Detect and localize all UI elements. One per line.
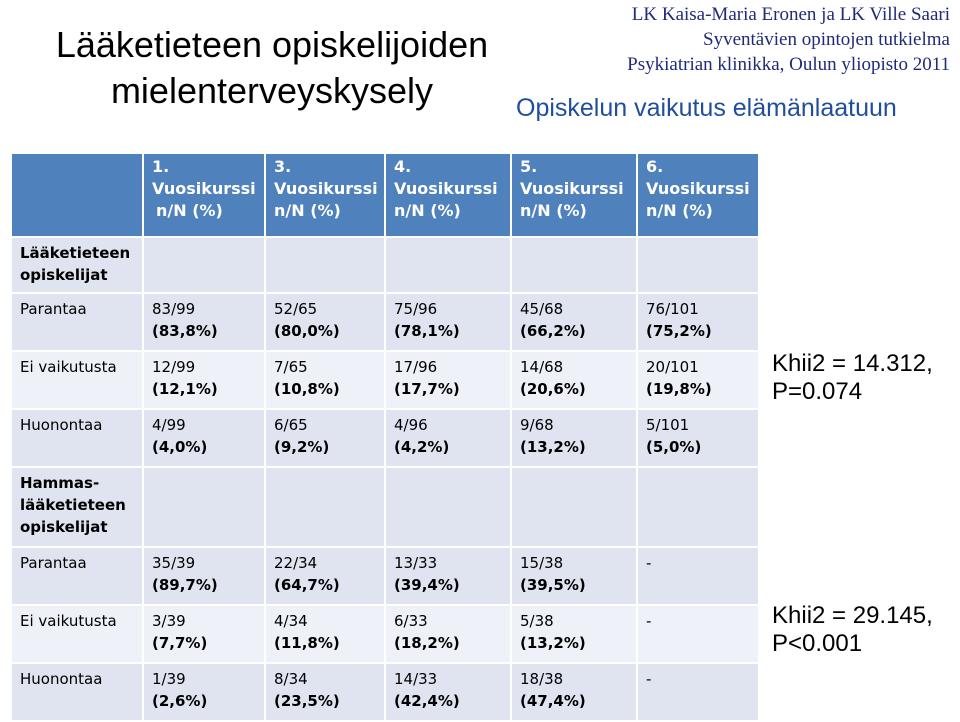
count-value: 17/96: [394, 358, 438, 376]
percent-value: (7,7%): [152, 634, 208, 652]
chi-square-value: Khii2 = 29.145,: [772, 602, 933, 629]
count-value: 5/101: [646, 416, 690, 434]
row-label: Huonontaa: [12, 410, 142, 466]
empty-cell: [512, 238, 636, 292]
percent-value: (13,2%): [520, 634, 586, 652]
row-label: Huonontaa: [12, 664, 142, 720]
section-label: [12, 468, 142, 546]
data-cell: [266, 548, 384, 604]
count-value: 8/34: [274, 670, 308, 688]
results-table: [10, 152, 760, 722]
empty-cell: [512, 468, 636, 546]
percent-value: (47,4%): [520, 692, 586, 710]
slide-title: [12, 22, 532, 114]
header-cell-year-1: [144, 154, 264, 236]
table-row: [12, 548, 758, 604]
header-year-label: Vuosikurssi: [646, 179, 750, 198]
header-year-label: Vuosikurssi: [394, 179, 498, 198]
count-value: 7/65: [274, 358, 308, 376]
header-cell-year-5: [512, 154, 636, 236]
section-header-row: [12, 238, 758, 292]
data-cell: [512, 548, 636, 604]
section-label-line: Hammas-: [20, 474, 100, 492]
data-cell: [386, 352, 510, 408]
count-value: 18/38: [520, 670, 564, 688]
header-year-label: Vuosikurssi: [152, 179, 256, 198]
header-cell-year-6: [638, 154, 758, 236]
count-value: -: [646, 670, 652, 688]
row-label: Parantaa: [12, 294, 142, 350]
chi-square-result-medical: [772, 350, 933, 406]
data-cell: [512, 606, 636, 662]
header-unit: n/N (%): [520, 201, 587, 220]
count-value: 76/101: [646, 300, 699, 318]
section-label-line: opiskelijat: [20, 518, 108, 536]
empty-cell: [266, 238, 384, 292]
percent-value: (39,4%): [394, 576, 460, 594]
data-cell: [386, 294, 510, 350]
percent-value: (18,2%): [394, 634, 460, 652]
section-label-line: lääketieteen: [20, 496, 126, 514]
title-line-1: Lääketieteen opiskelijoiden: [55, 24, 489, 65]
count-value: -: [646, 554, 652, 572]
row-label: Ei vaikutusta: [12, 606, 142, 662]
table-row: [12, 410, 758, 466]
header-year-number: 1.: [152, 157, 170, 176]
p-value: P=0.074: [772, 378, 863, 405]
count-value: 6/65: [274, 416, 308, 434]
percent-value: (23,5%): [274, 692, 340, 710]
p-value: P<0.001: [772, 630, 863, 657]
header-cell-year-4: [386, 154, 510, 236]
authors-line-3: Psykiatrian klinikka, Oulun yliopisto 2011: [627, 54, 950, 75]
data-cell: [266, 410, 384, 466]
data-cell: [266, 606, 384, 662]
chi-square-value: Khii2 = 14.312,: [772, 350, 933, 377]
count-value: 6/33: [394, 612, 428, 630]
data-cell: [144, 606, 264, 662]
data-cell: [512, 294, 636, 350]
authors-block: [627, 2, 950, 77]
percent-value: (89,7%): [152, 576, 218, 594]
count-value: 13/33: [394, 554, 438, 572]
section-header-row: [12, 468, 758, 546]
results-table-container: [10, 152, 754, 718]
data-cell: [638, 664, 758, 720]
count-value: 4/96: [394, 416, 428, 434]
header-year-label: Vuosikurssi: [274, 179, 378, 198]
percent-value: (19,8%): [646, 380, 712, 398]
section-label-line: opiskelijat: [20, 266, 108, 284]
count-value: 4/34: [274, 612, 308, 630]
header-year-number: 6.: [646, 157, 664, 176]
data-cell: [144, 548, 264, 604]
percent-value: (4,2%): [394, 438, 450, 456]
count-value: 5/38: [520, 612, 554, 630]
count-value: 52/65: [274, 300, 318, 318]
header-year-number: 4.: [394, 157, 412, 176]
table-row: [12, 664, 758, 720]
empty-cell: [638, 238, 758, 292]
percent-value: (80,0%): [274, 322, 340, 340]
header-year-number: 5.: [520, 157, 538, 176]
data-cell: [144, 410, 264, 466]
count-value: 12/99: [152, 358, 196, 376]
data-cell: [266, 352, 384, 408]
row-label: Parantaa: [12, 548, 142, 604]
section-label: [12, 238, 142, 292]
data-cell: [386, 606, 510, 662]
data-cell: [638, 606, 758, 662]
percent-value: (17,7%): [394, 380, 460, 398]
data-cell: [638, 352, 758, 408]
data-cell: [144, 352, 264, 408]
count-value: 20/101: [646, 358, 699, 376]
header-unit: n/N (%): [274, 201, 341, 220]
table-row: [12, 606, 758, 662]
table-row: [12, 294, 758, 350]
data-cell: [266, 664, 384, 720]
section-label-line: Lääketieteen: [20, 244, 131, 262]
count-value: 15/38: [520, 554, 564, 572]
empty-cell: [386, 238, 510, 292]
count-value: 14/68: [520, 358, 564, 376]
title-line-2: mielenterveyskysely: [110, 70, 434, 111]
percent-value: (20,6%): [520, 380, 586, 398]
percent-value: (2,6%): [152, 692, 208, 710]
count-value: 14/33: [394, 670, 438, 688]
percent-value: (83,8%): [152, 322, 218, 340]
header-row: [12, 154, 758, 236]
percent-value: (13,2%): [520, 438, 586, 456]
count-value: 35/39: [152, 554, 196, 572]
count-value: 4/99: [152, 416, 186, 434]
data-cell: [386, 548, 510, 604]
data-cell: [512, 410, 636, 466]
percent-value: (4,0%): [152, 438, 208, 456]
header-unit: n/N (%): [646, 201, 713, 220]
empty-cell: [638, 468, 758, 546]
header-cell-empty: [12, 154, 142, 236]
percent-value: (10,8%): [274, 380, 340, 398]
data-cell: [512, 664, 636, 720]
count-value: 75/96: [394, 300, 438, 318]
percent-value: (64,7%): [274, 576, 340, 594]
chi-square-result-dental: [772, 602, 933, 658]
data-cell: [144, 294, 264, 350]
data-cell: [638, 548, 758, 604]
slide-subtitle: Opiskelun vaikutus elämänlaatuun: [516, 94, 897, 122]
percent-value: (42,4%): [394, 692, 460, 710]
percent-value: (39,5%): [520, 576, 586, 594]
percent-value: (78,1%): [394, 322, 460, 340]
count-value: 1/39: [152, 670, 186, 688]
data-cell: [386, 410, 510, 466]
count-value: 83/99: [152, 300, 196, 318]
data-cell: [638, 294, 758, 350]
percent-value: (66,2%): [520, 322, 586, 340]
data-cell: [638, 410, 758, 466]
percent-value: (9,2%): [274, 438, 330, 456]
percent-value: (11,8%): [274, 634, 340, 652]
data-cell: [512, 352, 636, 408]
data-cell: [144, 664, 264, 720]
count-value: 9/68: [520, 416, 554, 434]
table-row: [12, 352, 758, 408]
percent-value: (5,0%): [646, 438, 702, 456]
count-value: -: [646, 612, 652, 630]
percent-value: (75,2%): [646, 322, 712, 340]
empty-cell: [144, 468, 264, 546]
header-unit: n/N (%): [394, 201, 461, 220]
empty-cell: [386, 468, 510, 546]
header-cell-year-3: [266, 154, 384, 236]
header-year-number: 3.: [274, 157, 292, 176]
header-unit: n/N (%): [156, 201, 223, 220]
count-value: 3/39: [152, 612, 186, 630]
header-year-label: Vuosikurssi: [520, 179, 624, 198]
authors-line-2: Syventävien opintojen tutkielma: [703, 29, 950, 50]
percent-value: (12,1%): [152, 380, 218, 398]
authors-line-1: LK Kaisa-Maria Eronen ja LK Ville Saari: [631, 4, 950, 25]
data-cell: [266, 294, 384, 350]
count-value: 45/68: [520, 300, 564, 318]
empty-cell: [266, 468, 384, 546]
empty-cell: [144, 238, 264, 292]
count-value: 22/34: [274, 554, 318, 572]
data-cell: [386, 664, 510, 720]
row-label: Ei vaikutusta: [12, 352, 142, 408]
